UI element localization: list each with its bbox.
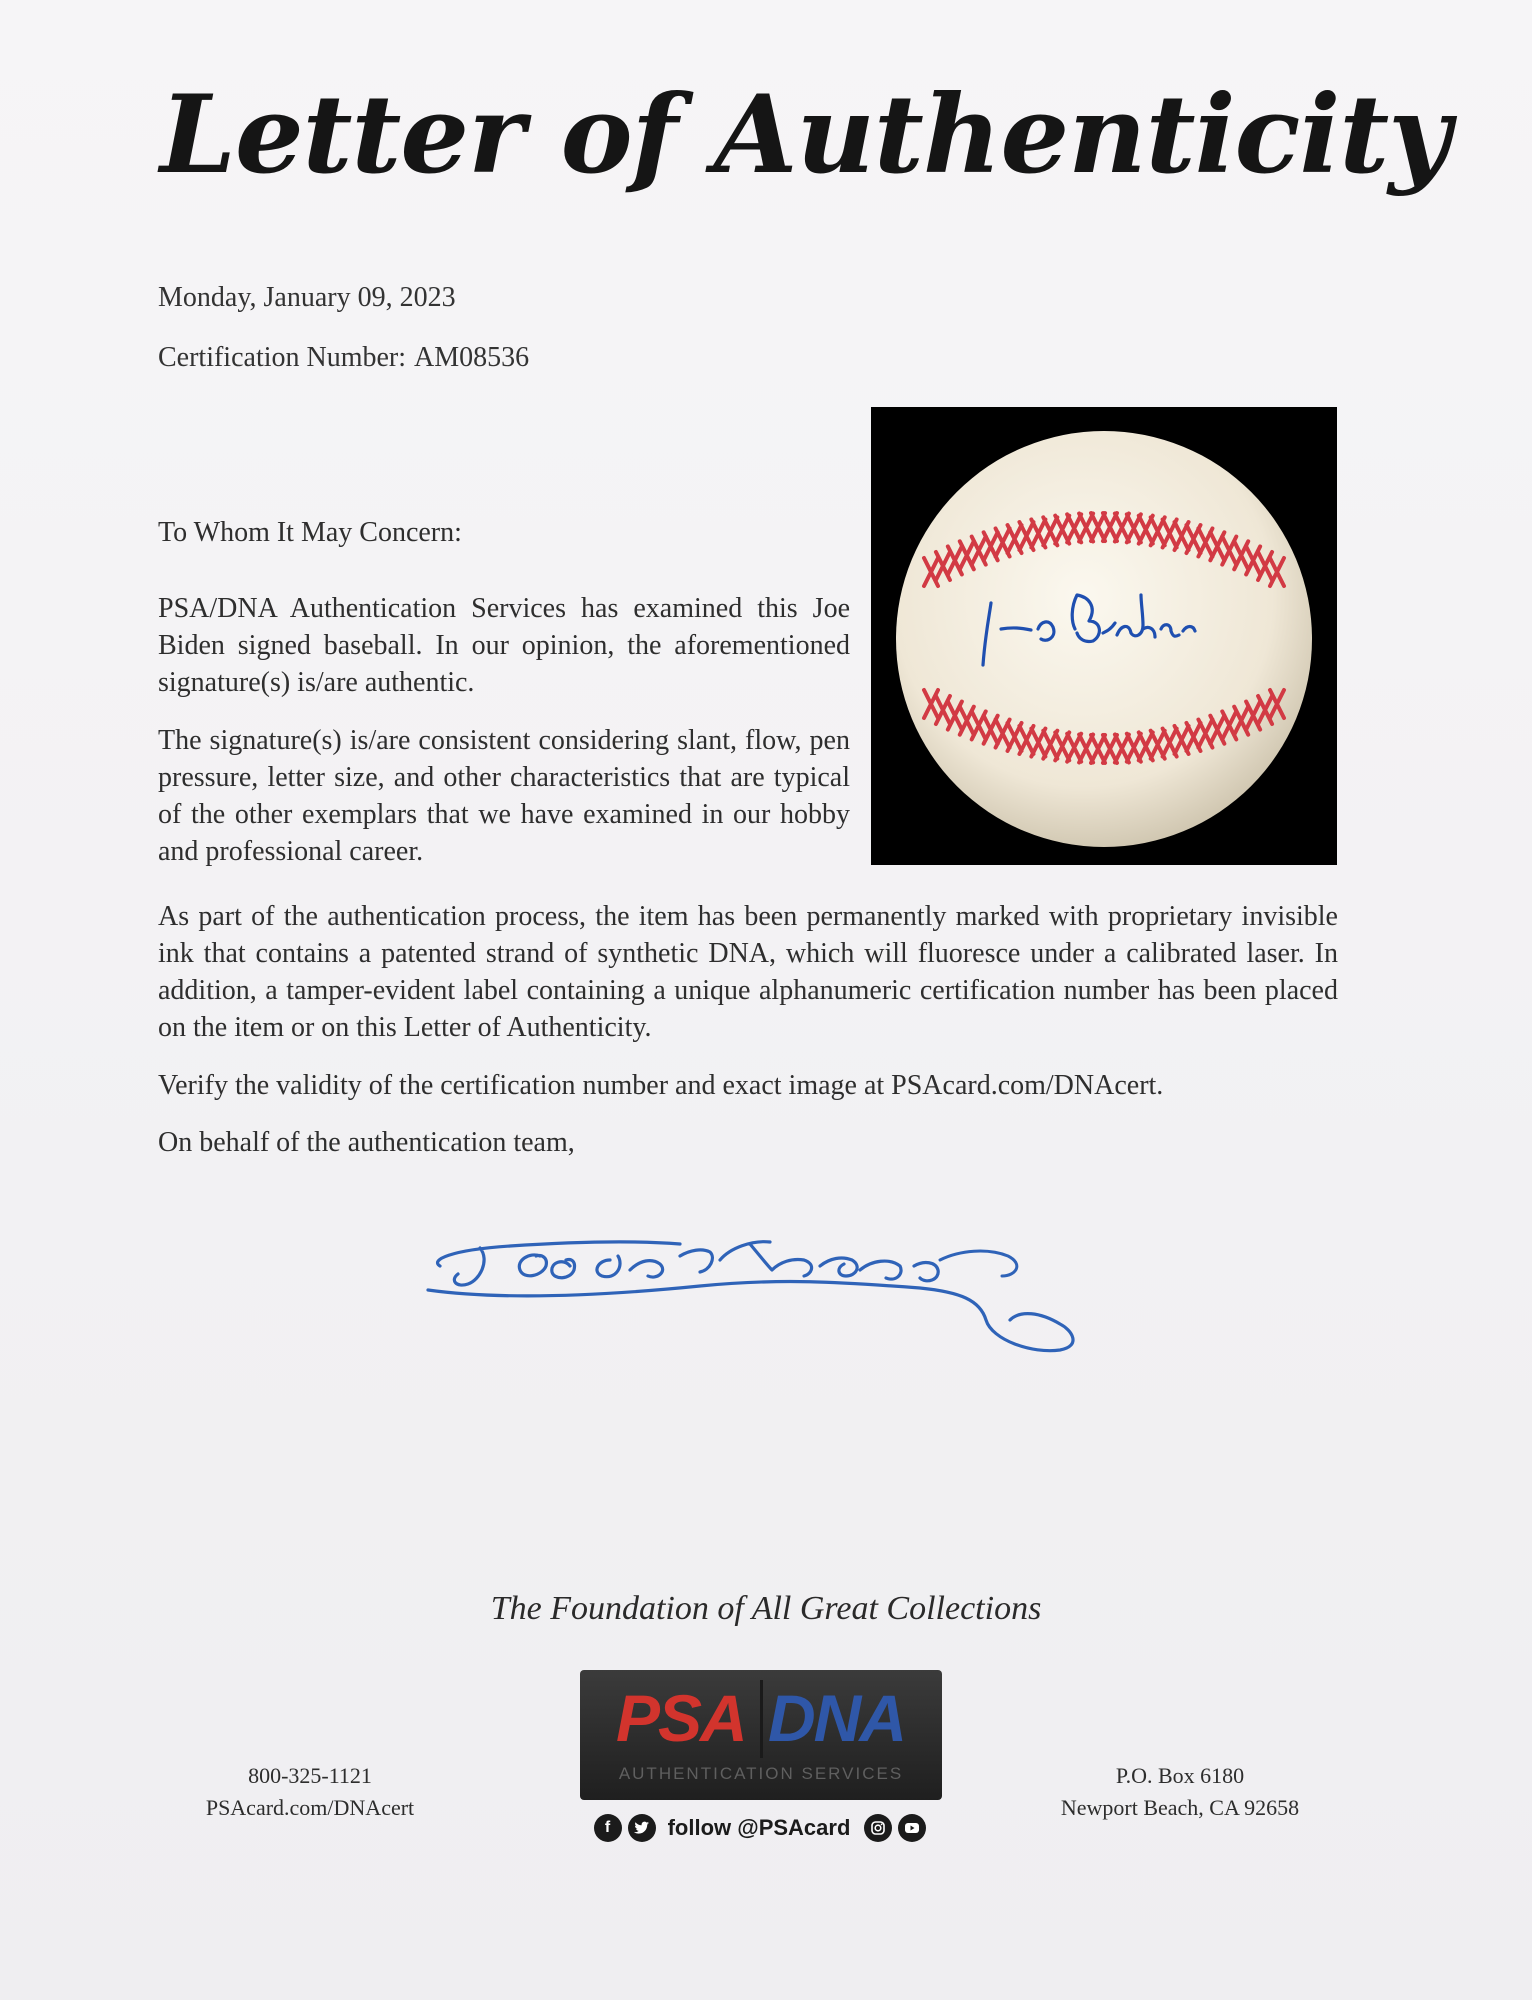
facebook-icon[interactable]: f (594, 1814, 622, 1842)
authenticator-signature (420, 1200, 1280, 1370)
contact-left (160, 1760, 460, 1824)
contact-right (1010, 1760, 1350, 1824)
paragraph-consistency: The signature(s) is/are consistent considering slant, flow, pen pressure, letter size, and other characteristics that are typical of the other exemplars that we have examined in our hobby and professional career. (158, 725, 850, 867)
instagram-icon[interactable] (864, 1814, 892, 1842)
certification-line (158, 342, 529, 374)
paragraph-closing: On behalf of the authentication team, (158, 1127, 575, 1158)
paragraph-examination: PSA/DNA Authentication Services has examined this Joe Biden signed baseball. In our opinion, the aforementioned signature(s) is/are authentic. (158, 593, 850, 698)
salutation: To Whom It May Concern: (158, 517, 462, 548)
baseball-icon (871, 407, 1337, 865)
city-address: Newport Beach, CA 92658 (1060, 1795, 1300, 1820)
social-handle[interactable]: follow @PSAcard (667, 1815, 851, 1840)
paragraph-verify: Verify the validity of the certification number and exact image at PSAcard.com/DNAcert. (158, 1070, 1164, 1101)
footer-tagline: The Foundation of All Great Collections (490, 1590, 1042, 1627)
logo-subtitle: AUTHENTICATION SERVICES (618, 1764, 904, 1783)
psa-dna-logo (580, 1670, 942, 1800)
letter-title: Letter of Authenticity (160, 72, 1451, 198)
certification-label: Certification Number: (158, 342, 407, 373)
logo-divider (760, 1680, 763, 1758)
logo-psa-text: PSA (616, 1681, 746, 1755)
logo-dna-text: DNA (768, 1681, 905, 1755)
website-link[interactable]: PSAcard.com/DNAcert (205, 1795, 415, 1820)
twitter-icon[interactable] (628, 1814, 656, 1842)
letter-date: Monday, January 09, 2023 (158, 282, 456, 313)
social-links (560, 1808, 960, 1848)
certification-number: AM08536 (414, 342, 530, 373)
phone-number: 800-325-1121 (248, 1763, 372, 1788)
paragraph-process: As part of the authentication process, the item has been permanently marked with proprietary invisible ink that contains a patented strand of synthetic DNA, which will fluoresce under a calibrated laser. In addition, a tamper-evident label containing a unique alphanumeric certification number has been placed on the item or on this Letter of Authenticity. (158, 901, 1338, 1043)
po-box: P.O. Box 6180 (1115, 1763, 1245, 1788)
baseball-photo (871, 407, 1337, 865)
youtube-icon[interactable] (898, 1814, 926, 1842)
